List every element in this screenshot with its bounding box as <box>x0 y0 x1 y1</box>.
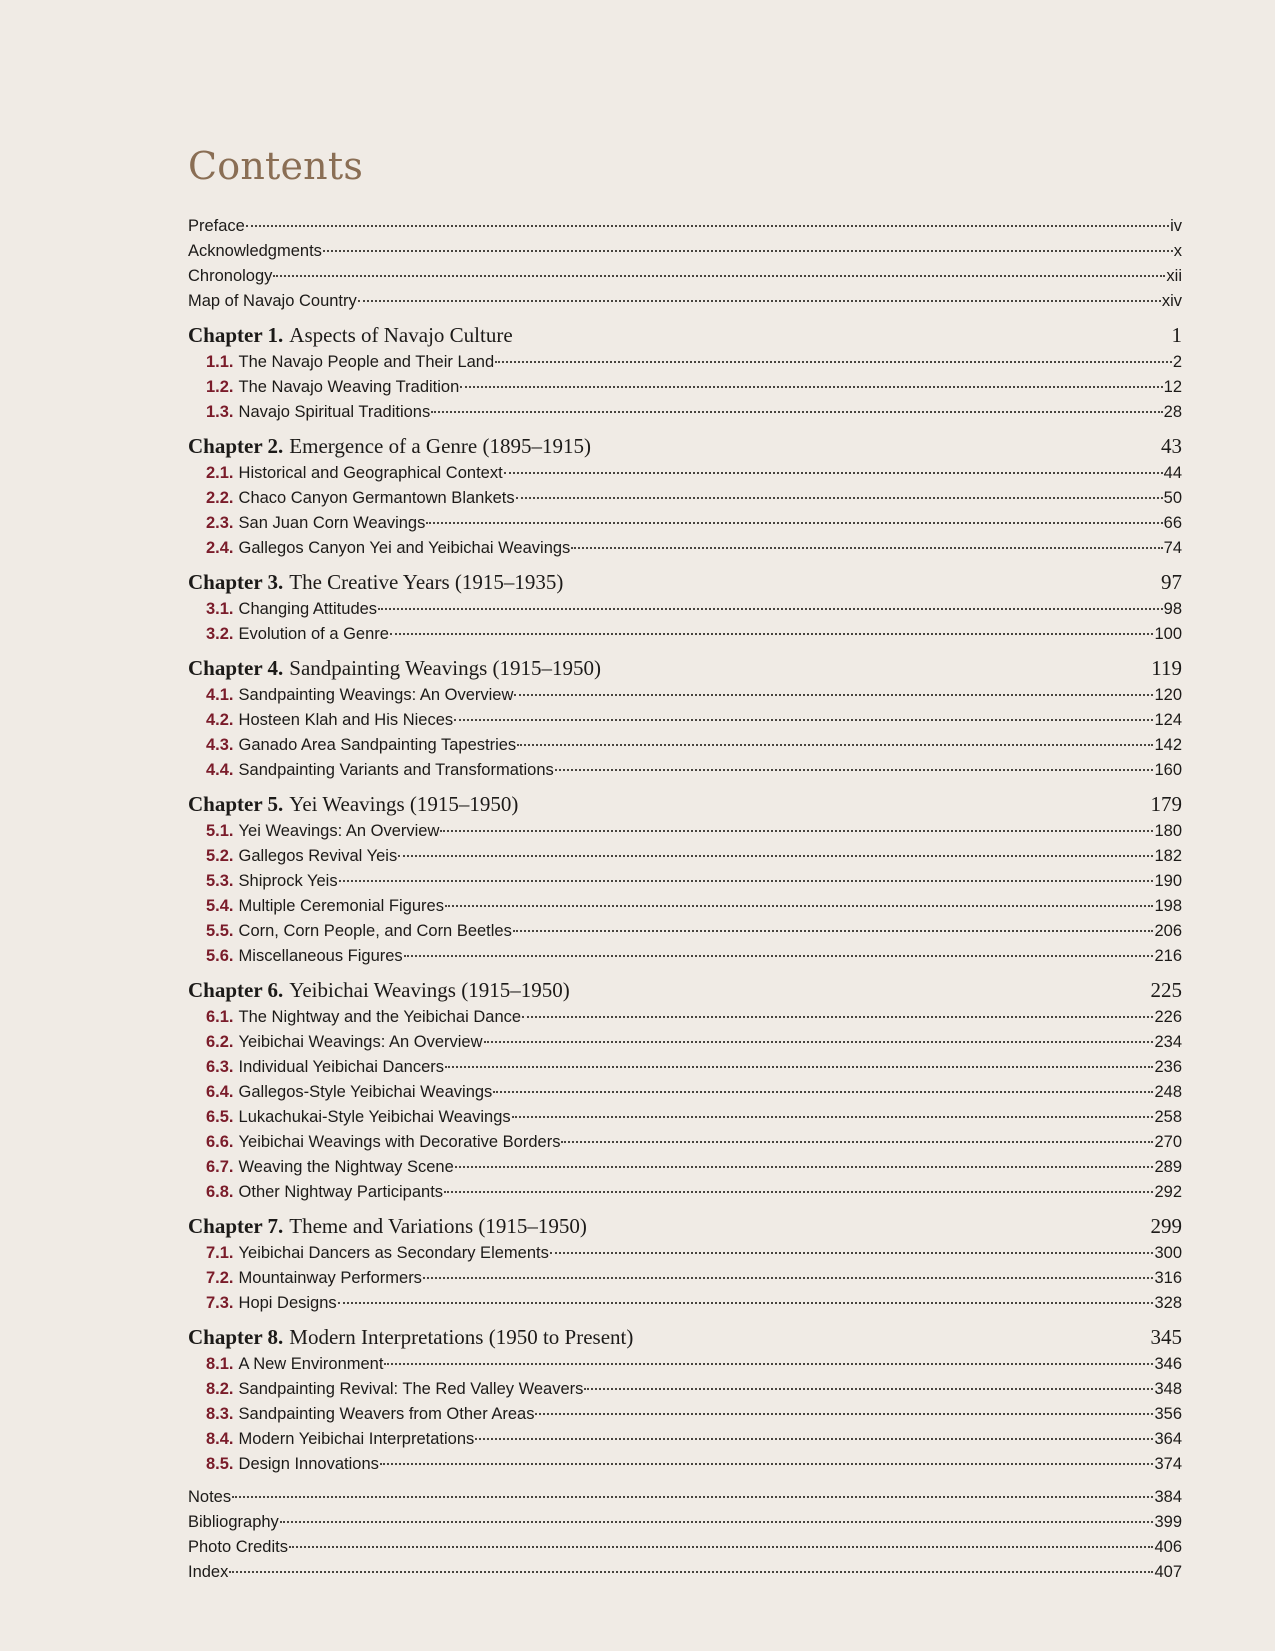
entry-title: Notes <box>188 1488 232 1506</box>
chapter-block <box>188 1211 1182 1316</box>
dot-leader <box>475 1437 1153 1440</box>
section-page-number: 374 <box>1154 1455 1182 1473</box>
section-page-number: 348 <box>1154 1380 1182 1398</box>
section-title: Multiple Ceremonial Figures <box>238 897 444 915</box>
section-entry[interactable] <box>188 461 1182 486</box>
section-entry[interactable] <box>188 597 1182 622</box>
section-page-number: 258 <box>1154 1108 1182 1126</box>
section-title-wrap <box>206 1005 521 1030</box>
dot-leader <box>229 1570 1153 1573</box>
section-page-number: 234 <box>1154 1033 1182 1051</box>
section-number: 8.5. <box>206 1455 234 1473</box>
section-title: Shiprock Yeis <box>238 872 338 890</box>
dot-leader <box>232 1495 1153 1498</box>
section-title: Evolution of a Genre <box>238 625 389 643</box>
section-title-wrap <box>206 597 377 622</box>
section-page-number: 180 <box>1154 822 1182 840</box>
section-title-wrap <box>206 683 513 708</box>
toc-entry[interactable] <box>188 289 1182 314</box>
section-number: 6.2. <box>206 1033 234 1051</box>
section-list <box>188 461 1182 561</box>
section-entry[interactable] <box>188 622 1182 647</box>
dot-leader <box>390 632 1154 635</box>
section-entry[interactable] <box>188 869 1182 894</box>
chapter-heading[interactable] <box>188 567 1182 597</box>
chapter-title: The Creative Years (1915–1935) <box>289 570 564 594</box>
section-number: 6.4. <box>206 1083 234 1101</box>
chapter-title: Yei Weavings (1915–1950) <box>289 792 519 816</box>
section-title-wrap <box>206 869 338 894</box>
contents-page <box>188 140 1182 1585</box>
section-list <box>188 1005 1182 1205</box>
dot-leader <box>561 1140 1153 1143</box>
section-entry[interactable] <box>188 1105 1182 1130</box>
section-title: Historical and Geographical Context <box>238 464 503 482</box>
section-title-wrap <box>206 622 389 647</box>
section-entry[interactable] <box>188 1402 1182 1427</box>
toc-entry[interactable] <box>188 1510 1182 1535</box>
section-title: Other Nightway Participants <box>238 1183 444 1201</box>
section-number: 6.7. <box>206 1158 234 1176</box>
section-entry[interactable] <box>188 1377 1182 1402</box>
toc-entry[interactable] <box>188 1560 1182 1585</box>
toc-entry[interactable] <box>188 1535 1182 1560</box>
chapter-block <box>188 975 1182 1205</box>
toc-entry[interactable] <box>188 239 1182 264</box>
section-entry[interactable] <box>188 1241 1182 1266</box>
section-entry[interactable] <box>188 683 1182 708</box>
dot-leader <box>246 224 1169 227</box>
section-title-wrap <box>206 350 494 375</box>
chapter-page-number: 345 <box>1150 1325 1182 1349</box>
dot-leader <box>504 471 1163 474</box>
section-title: Gallegos Canyon Yei and Yeibichai Weavings <box>238 539 571 557</box>
dot-leader <box>339 879 1154 882</box>
chapter-heading[interactable] <box>188 975 1182 1005</box>
dot-leader <box>517 743 1153 746</box>
dot-leader <box>323 249 1173 252</box>
section-number: 3.2. <box>206 625 234 643</box>
section-page-number: 100 <box>1154 625 1182 643</box>
section-entry[interactable] <box>188 919 1182 944</box>
section-entry[interactable] <box>188 894 1182 919</box>
section-entry[interactable] <box>188 844 1182 869</box>
dot-leader <box>380 1462 1154 1465</box>
section-page-number: 66 <box>1163 514 1182 532</box>
section-title-wrap <box>206 1402 534 1427</box>
section-title-wrap <box>206 1055 444 1080</box>
entry-title: Index <box>188 1563 229 1581</box>
section-page-number: 124 <box>1154 711 1182 729</box>
section-title: Yeibichai Weavings with Decorative Borders <box>238 1133 561 1151</box>
dot-leader <box>444 1190 1153 1193</box>
dot-leader <box>460 385 1162 388</box>
chapters-list <box>188 320 1182 1477</box>
section-page-number: 28 <box>1163 403 1182 421</box>
section-page-number: 216 <box>1154 947 1182 965</box>
section-number: 7.1. <box>206 1244 234 1262</box>
section-title: Individual Yeibichai Dancers <box>238 1058 444 1076</box>
section-page-number: 270 <box>1154 1133 1182 1151</box>
section-title: Hopi Designs <box>238 1294 337 1312</box>
section-entry[interactable] <box>188 1352 1182 1377</box>
section-entry[interactable] <box>188 708 1182 733</box>
section-title: Sandpainting Weavings: An Overview <box>238 686 514 704</box>
section-page-number: 142 <box>1154 736 1182 754</box>
dot-leader <box>404 954 1154 957</box>
section-entry[interactable] <box>188 758 1182 783</box>
section-title: Design Innovations <box>238 1455 379 1473</box>
entry-page-number: 384 <box>1154 1488 1182 1506</box>
front-matter-list <box>188 214 1182 314</box>
section-number: 5.4. <box>206 897 234 915</box>
section-number: 2.4. <box>206 539 234 557</box>
section-number: 5.2. <box>206 847 234 865</box>
chapter-title: Theme and Variations (1915–1950) <box>289 1214 587 1238</box>
section-title-wrap <box>206 1080 492 1105</box>
section-entry[interactable] <box>188 375 1182 400</box>
section-title-wrap <box>206 1155 454 1180</box>
section-title-wrap <box>206 894 444 919</box>
entry-page-number: iv <box>1170 217 1182 235</box>
entry-page-number: x <box>1173 242 1182 260</box>
section-title-wrap <box>206 461 503 486</box>
section-page-number: 346 <box>1154 1355 1182 1373</box>
section-title: Modern Yeibichai Interpretations <box>238 1430 475 1448</box>
section-number: 5.6. <box>206 947 234 965</box>
dot-leader <box>445 1065 1153 1068</box>
section-title: The Nightway and the Yeibichai Dance <box>238 1008 522 1026</box>
chapter-block <box>188 431 1182 561</box>
dot-leader <box>378 607 1163 610</box>
chapter-heading[interactable] <box>188 789 1182 819</box>
section-list <box>188 819 1182 969</box>
chapter-title: Emergence of a Genre (1895–1915) <box>289 434 591 458</box>
section-title: Lukachukai-Style Yeibichai Weavings <box>238 1108 511 1126</box>
section-entry[interactable] <box>188 400 1182 425</box>
section-number: 5.3. <box>206 872 234 890</box>
toc-entry[interactable] <box>188 1485 1182 1510</box>
section-title-wrap <box>206 511 425 536</box>
section-entry[interactable] <box>188 1180 1182 1205</box>
section-title-wrap <box>206 1291 337 1316</box>
entry-page-number: 399 <box>1154 1513 1182 1531</box>
section-page-number: 120 <box>1154 686 1182 704</box>
page-title: Contents <box>188 144 364 188</box>
chapter-block <box>188 320 1182 425</box>
chapter-page-number: 225 <box>1150 978 1182 1002</box>
section-number: 4.4. <box>206 761 234 779</box>
entry-title: Bibliography <box>188 1513 279 1531</box>
chapter-label: Chapter 8. <box>188 1325 284 1349</box>
section-list <box>188 1352 1182 1477</box>
section-page-number: 328 <box>1154 1294 1182 1312</box>
dot-leader <box>440 829 1153 832</box>
section-title-wrap <box>206 1266 422 1291</box>
section-title: Sandpainting Variants and Transformations <box>238 761 554 779</box>
section-number: 5.1. <box>206 822 234 840</box>
entry-title: Acknowledgments <box>188 242 322 260</box>
section-title: Sandpainting Weavers from Other Areas <box>238 1405 535 1423</box>
chapter-page-number: 299 <box>1150 1214 1182 1238</box>
entry-title: Map of Navajo Country <box>188 292 357 310</box>
section-title: Chaco Canyon Germantown Blankets <box>238 489 515 507</box>
dot-leader <box>512 1115 1154 1118</box>
section-entry[interactable] <box>188 1005 1182 1030</box>
section-title-wrap <box>206 1452 379 1477</box>
section-page-number: 316 <box>1154 1269 1182 1287</box>
section-number: 8.3. <box>206 1405 234 1423</box>
section-number: 1.2. <box>206 378 234 396</box>
section-number: 8.1. <box>206 1355 234 1373</box>
section-title: The Navajo Weaving Tradition <box>238 378 460 396</box>
section-entry[interactable] <box>188 1030 1182 1055</box>
dot-leader <box>484 1040 1154 1043</box>
section-page-number: 190 <box>1154 872 1182 890</box>
section-page-number: 74 <box>1163 539 1182 557</box>
section-entry[interactable] <box>188 511 1182 536</box>
chapter-page-number: 179 <box>1150 792 1182 816</box>
section-title: Corn, Corn People, and Corn Beetles <box>238 922 512 940</box>
section-page-number: 206 <box>1154 922 1182 940</box>
dot-leader <box>423 1276 1154 1279</box>
chapter-heading[interactable] <box>188 653 1182 683</box>
section-number: 4.2. <box>206 711 234 729</box>
section-title-wrap <box>206 1377 583 1402</box>
chapter-page-number: 1 <box>1171 323 1182 347</box>
section-title: Miscellaneous Figures <box>238 947 403 965</box>
chapter-heading[interactable] <box>188 431 1182 461</box>
section-number: 6.6. <box>206 1133 234 1151</box>
dot-leader <box>454 718 1153 721</box>
chapter-label: Chapter 6. <box>188 978 284 1002</box>
toc-entry[interactable] <box>188 264 1182 289</box>
dot-leader <box>571 546 1162 549</box>
section-title: Yeibichai Dancers as Secondary Elements <box>238 1244 549 1262</box>
section-number: 6.1. <box>206 1008 234 1026</box>
entry-page-number: xii <box>1166 267 1182 285</box>
section-list <box>188 1241 1182 1316</box>
dot-leader <box>273 274 1165 277</box>
dot-leader <box>584 1387 1153 1390</box>
section-title-wrap <box>206 819 439 844</box>
section-number: 8.2. <box>206 1380 234 1398</box>
toc-entry[interactable] <box>188 214 1182 239</box>
section-number: 3.1. <box>206 600 234 618</box>
chapter-label: Chapter 7. <box>188 1214 284 1238</box>
dot-leader <box>493 1090 1153 1093</box>
entry-title: Preface <box>188 217 245 235</box>
section-title: Navajo Spiritual Traditions <box>238 403 431 421</box>
section-page-number: 300 <box>1154 1244 1182 1262</box>
chapter-block <box>188 789 1182 969</box>
section-number: 6.3. <box>206 1058 234 1076</box>
dot-leader <box>495 360 1172 363</box>
section-number: 2.3. <box>206 514 234 532</box>
chapter-block <box>188 567 1182 647</box>
section-number: 8.4. <box>206 1430 234 1448</box>
section-page-number: 364 <box>1154 1430 1182 1448</box>
section-number: 1.1. <box>206 353 234 371</box>
section-number: 2.2. <box>206 489 234 507</box>
section-list <box>188 350 1182 425</box>
section-title: San Juan Corn Weavings <box>238 514 426 532</box>
dot-leader <box>338 1301 1154 1304</box>
section-entry[interactable] <box>188 536 1182 561</box>
section-page-number: 98 <box>1163 600 1182 618</box>
chapter-block <box>188 653 1182 783</box>
section-entry[interactable] <box>188 1155 1182 1180</box>
section-entry[interactable] <box>188 1266 1182 1291</box>
dot-leader <box>289 1545 1154 1548</box>
chapter-label: Chapter 2. <box>188 434 284 458</box>
chapter-block <box>188 1322 1182 1477</box>
section-page-number: 236 <box>1154 1058 1182 1076</box>
back-matter-list <box>188 1485 1182 1585</box>
section-entry[interactable] <box>188 486 1182 511</box>
section-page-number: 289 <box>1154 1158 1182 1176</box>
section-page-number: 248 <box>1154 1083 1182 1101</box>
dot-leader <box>555 768 1154 771</box>
chapter-title: Aspects of Navajo Culture <box>289 323 513 347</box>
dot-leader <box>550 1251 1154 1254</box>
section-page-number: 44 <box>1163 464 1182 482</box>
entry-title: Photo Credits <box>188 1538 288 1556</box>
section-title-wrap <box>206 400 430 425</box>
section-title: Sandpainting Revival: The Red Valley Weavers <box>238 1380 584 1398</box>
section-title: Mountainway Performers <box>238 1269 422 1287</box>
section-number: 6.8. <box>206 1183 234 1201</box>
section-number: 4.3. <box>206 736 234 754</box>
chapter-page-number: 43 <box>1161 434 1182 458</box>
section-title-wrap <box>206 375 459 400</box>
dot-leader <box>522 1015 1153 1018</box>
section-number: 7.2. <box>206 1269 234 1287</box>
section-title: Changing Attitudes <box>238 600 378 618</box>
section-list <box>188 597 1182 647</box>
section-title: Gallegos-Style Yeibichai Weavings <box>238 1083 493 1101</box>
dot-leader <box>535 1412 1153 1415</box>
chapter-page-number: 97 <box>1161 570 1182 594</box>
section-title-wrap <box>206 486 515 511</box>
chapter-heading[interactable] <box>188 320 1182 350</box>
section-number: 2.1. <box>206 464 234 482</box>
section-entry[interactable] <box>188 944 1182 969</box>
section-number: 6.5. <box>206 1108 234 1126</box>
chapter-page-number: 119 <box>1151 656 1182 680</box>
section-title-wrap <box>206 919 512 944</box>
section-number: 5.5. <box>206 922 234 940</box>
section-number: 7.3. <box>206 1294 234 1312</box>
section-number: 4.1. <box>206 686 234 704</box>
dot-leader <box>384 1362 1153 1365</box>
dot-leader <box>398 854 1153 857</box>
section-title-wrap <box>206 708 453 733</box>
section-entry[interactable] <box>188 1291 1182 1316</box>
section-title: Gallegos Revival Yeis <box>238 847 398 865</box>
section-page-number: 292 <box>1154 1183 1182 1201</box>
section-list <box>188 683 1182 783</box>
section-title-wrap <box>206 733 516 758</box>
chapter-label: Chapter 4. <box>188 656 284 680</box>
section-entry[interactable] <box>188 350 1182 375</box>
section-title: The Navajo People and Their Land <box>238 353 495 371</box>
dot-leader <box>513 929 1154 932</box>
dot-leader <box>445 904 1154 907</box>
section-number: 1.3. <box>206 403 234 421</box>
chapter-label: Chapter 5. <box>188 792 284 816</box>
entry-page-number: 406 <box>1154 1538 1182 1556</box>
chapter-label: Chapter 1. <box>188 323 284 347</box>
section-title: A New Environment <box>238 1355 384 1373</box>
dot-leader <box>514 693 1153 696</box>
section-title: Weaving the Nightway Scene <box>238 1158 454 1176</box>
entry-page-number: 407 <box>1154 1563 1182 1581</box>
section-title-wrap <box>206 1180 443 1205</box>
section-page-number: 12 <box>1163 378 1182 396</box>
section-title: Ganado Area Sandpainting Tapestries <box>238 736 517 754</box>
dot-leader <box>426 521 1162 524</box>
section-title-wrap <box>206 1130 560 1155</box>
section-title: Hosteen Klah and His Nieces <box>238 711 454 729</box>
section-title-wrap <box>206 1352 383 1377</box>
section-title-wrap <box>206 944 403 969</box>
section-page-number: 50 <box>1163 489 1182 507</box>
chapter-title: Modern Interpretations (1950 to Present) <box>289 1325 634 1349</box>
section-title: Yei Weavings: An Overview <box>238 822 440 840</box>
entry-title: Chronology <box>188 267 273 285</box>
section-title-wrap <box>206 758 554 783</box>
section-page-number: 182 <box>1154 847 1182 865</box>
section-title: Yeibichai Weavings: An Overview <box>238 1033 483 1051</box>
section-title-wrap <box>206 1241 549 1266</box>
section-page-number: 226 <box>1154 1008 1182 1026</box>
section-entry[interactable] <box>188 1055 1182 1080</box>
dot-leader <box>455 1165 1154 1168</box>
section-title-wrap <box>206 1105 511 1130</box>
chapter-heading[interactable] <box>188 1211 1182 1241</box>
dot-leader <box>431 410 1162 413</box>
section-page-number: 160 <box>1154 761 1182 779</box>
section-page-number: 356 <box>1154 1405 1182 1423</box>
section-entry[interactable] <box>188 1130 1182 1155</box>
section-title-wrap <box>206 536 570 561</box>
section-entry[interactable] <box>188 1452 1182 1477</box>
section-title-wrap <box>206 844 397 869</box>
section-title-wrap <box>206 1030 483 1055</box>
dot-leader <box>280 1520 1154 1523</box>
chapter-label: Chapter 3. <box>188 570 284 594</box>
dot-leader <box>358 299 1161 302</box>
dot-leader <box>516 496 1163 499</box>
entry-page-number: xiv <box>1161 292 1182 310</box>
section-entry[interactable] <box>188 1080 1182 1105</box>
chapter-heading[interactable] <box>188 1322 1182 1352</box>
section-title-wrap <box>206 1427 474 1452</box>
section-entry[interactable] <box>188 1427 1182 1452</box>
chapter-title: Yeibichai Weavings (1915–1950) <box>289 978 570 1002</box>
section-entry[interactable] <box>188 733 1182 758</box>
section-page-number: 2 <box>1172 353 1182 371</box>
section-entry[interactable] <box>188 819 1182 844</box>
chapter-title: Sandpainting Weavings (1915–1950) <box>289 656 601 680</box>
section-page-number: 198 <box>1154 897 1182 915</box>
